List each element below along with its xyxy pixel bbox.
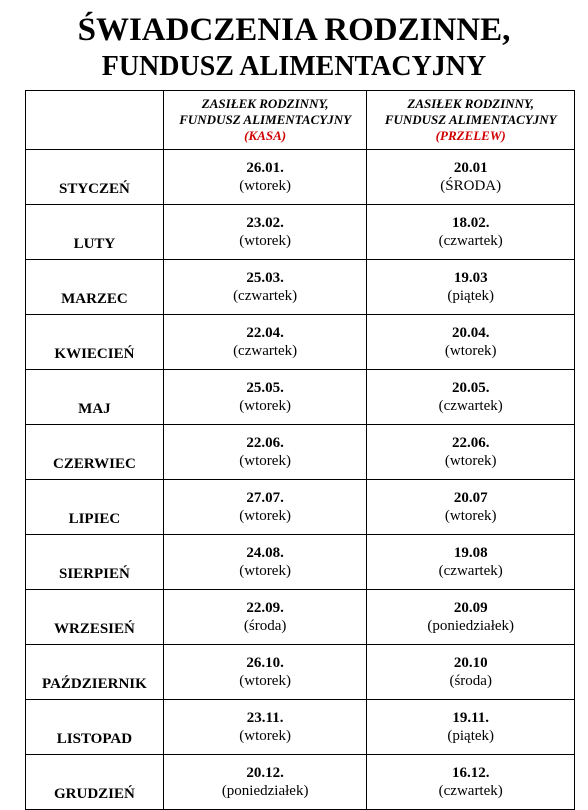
kasa-cell: [163, 535, 367, 590]
przelew-cell: [367, 755, 575, 810]
table-row: [26, 645, 575, 700]
kasa-day: (czwartek): [233, 343, 298, 359]
table-body: [26, 150, 575, 810]
table-row: [26, 370, 575, 425]
month-cell: MARZEC: [26, 260, 164, 315]
przelew-date: 19.03: [453, 270, 488, 286]
kasa-day: (wtorek): [239, 563, 291, 579]
header-przelew-line2: FUNDUSZ ALIMENTACYJNY: [384, 112, 557, 127]
month-cell: STYCZEŃ: [26, 150, 164, 205]
table-row: [26, 755, 575, 810]
kasa-cell: [163, 645, 367, 700]
month-cell: SIERPIEŃ: [26, 535, 164, 590]
przelew-day: (piątek): [447, 288, 495, 304]
przelew-date: 20.01: [453, 160, 488, 176]
przelew-date: 18.02.: [451, 215, 490, 231]
month-cell: LUTY: [26, 205, 164, 260]
przelew-date: 19.11.: [452, 710, 490, 726]
table-row: [26, 150, 575, 205]
kasa-day: (wtorek): [239, 508, 291, 524]
kasa-cell: [163, 315, 367, 370]
kasa-day: (czwartek): [233, 288, 298, 304]
header-przelew-line1: ZASIŁEK RODZINNY,: [407, 96, 535, 111]
kasa-cell: [163, 205, 367, 260]
kasa-date: 22.04.: [246, 325, 284, 341]
przelew-cell: [367, 260, 575, 315]
kasa-date: 23.02.: [246, 215, 284, 231]
kasa-cell: [163, 150, 367, 205]
month-cell: GRUDZIEŃ: [26, 755, 164, 810]
title-line-2: FUNDUSZ ALIMENTACYJNY: [101, 51, 487, 82]
przelew-date: 20.10: [453, 655, 488, 671]
przelew-cell: [367, 150, 575, 205]
header-przelew-method: (PRZELEW): [435, 128, 506, 143]
kasa-cell: [163, 260, 367, 315]
przelew-day: (wtorek): [444, 453, 497, 469]
przelew-day: (czwartek): [438, 233, 503, 249]
month-cell: WRZESIEŃ: [26, 590, 164, 645]
kasa-date: 20.12.: [246, 765, 284, 781]
title-line-1: ŚWIADCZENIA RODZINNE,: [77, 12, 511, 48]
kasa-day: (poniedziałek): [221, 783, 309, 799]
header-kasa-line2: FUNDUSZ ALIMENTACYJNY: [179, 112, 352, 127]
przelew-date: 16.12.: [451, 765, 490, 781]
kasa-date: 22.06.: [246, 435, 284, 451]
kasa-cell: [163, 480, 367, 535]
month-cell: CZERWIEC: [26, 425, 164, 480]
header-kasa: [163, 91, 367, 150]
przelew-day: (czwartek): [438, 563, 503, 579]
przelew-day: (czwartek): [438, 398, 503, 414]
przelew-day: (czwartek): [438, 783, 503, 799]
kasa-date: 25.03.: [246, 270, 284, 286]
schedule-table: [25, 90, 575, 810]
month-cell: MAJ: [26, 370, 164, 425]
header-empty-cell: [26, 91, 164, 150]
table-row: [26, 260, 575, 315]
kasa-day: (wtorek): [239, 178, 291, 194]
table-row: [26, 315, 575, 370]
przelew-day: (poniedziałek): [427, 618, 515, 634]
table-header-row: [26, 91, 575, 150]
przelew-cell: [367, 645, 575, 700]
przelew-cell: [367, 315, 575, 370]
document-title: [0, 0, 588, 86]
table-row: [26, 425, 575, 480]
header-przelew: [367, 91, 575, 150]
przelew-date: 20.05.: [451, 380, 490, 396]
przelew-date: 22.06.: [451, 435, 490, 451]
przelew-cell: [367, 700, 575, 755]
przelew-date: 20.04.: [451, 325, 490, 341]
przelew-day: (wtorek): [444, 508, 497, 524]
kasa-date: 22.09.: [246, 600, 284, 616]
przelew-cell: [367, 590, 575, 645]
kasa-day: (wtorek): [239, 728, 291, 744]
przelew-date: 20.07: [453, 490, 488, 506]
table-row: [26, 535, 575, 590]
kasa-day: (wtorek): [239, 453, 291, 469]
przelew-cell: [367, 205, 575, 260]
kasa-day: (wtorek): [239, 398, 291, 414]
header-kasa-method: (KASA): [244, 128, 287, 143]
przelew-date: 19.08: [453, 545, 488, 561]
header-kasa-line1: ZASIŁEK RODZINNY,: [201, 96, 329, 111]
przelew-cell: [367, 425, 575, 480]
kasa-cell: [163, 755, 367, 810]
kasa-date: 25.05.: [246, 380, 284, 396]
kasa-day: (wtorek): [239, 233, 291, 249]
kasa-day: (środa): [243, 618, 287, 634]
table-row: [26, 480, 575, 535]
przelew-cell: [367, 370, 575, 425]
table-row: [26, 590, 575, 645]
przelew-cell: [367, 535, 575, 590]
month-cell: KWIECIEŃ: [26, 315, 164, 370]
kasa-day: (wtorek): [239, 673, 291, 689]
kasa-date: 27.07.: [246, 490, 284, 506]
kasa-date: 26.01.: [246, 160, 284, 176]
przelew-day: (środa): [449, 673, 492, 689]
kasa-cell: [163, 370, 367, 425]
przelew-day: (piątek): [447, 728, 495, 744]
przelew-cell: [367, 480, 575, 535]
month-cell: PAŹDZIERNIK: [26, 645, 164, 700]
kasa-date: 24.08.: [246, 545, 284, 561]
przelew-day: (ŚRODA): [440, 178, 502, 194]
table-row: [26, 205, 575, 260]
kasa-cell: [163, 590, 367, 645]
kasa-date: 23.11.: [246, 710, 284, 726]
kasa-cell: [163, 700, 367, 755]
table-row: [26, 700, 575, 755]
month-cell: LIPIEC: [26, 480, 164, 535]
month-cell: LISTOPAD: [26, 700, 164, 755]
kasa-cell: [163, 425, 367, 480]
przelew-day: (wtorek): [444, 343, 497, 359]
przelew-date: 20.09: [453, 600, 488, 616]
kasa-date: 26.10.: [246, 655, 284, 671]
